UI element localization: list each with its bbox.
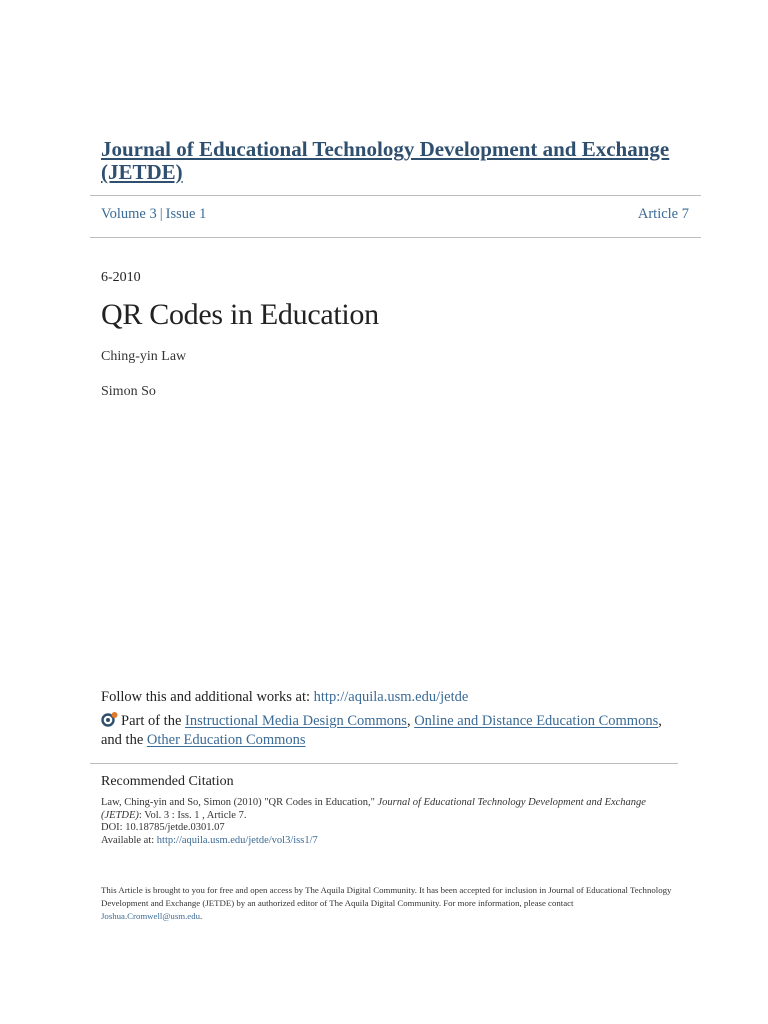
volume-issue-line xyxy=(101,206,206,223)
comma-2: , xyxy=(658,713,662,729)
citation-authors: Law, Ching-yin and So, Simon (2010) "QR Codes in Education," xyxy=(101,797,378,808)
available-label: Available at: xyxy=(101,834,157,846)
divider-middle xyxy=(90,237,701,238)
recommended-citation-heading: Recommended Citation xyxy=(101,774,234,789)
citation-available xyxy=(101,835,681,848)
follow-prefix: Follow this and additional works at: xyxy=(101,689,314,705)
publication-date: 6-2010 xyxy=(101,270,141,285)
comma-1: , xyxy=(406,713,411,729)
journal-title-link[interactable]: Journal of Educational Technology Development and Exchange (JETDE) xyxy=(101,137,670,184)
citation-volume: : Vol. 3 : Iss. 1 , Article 7. xyxy=(138,809,247,821)
citation-block xyxy=(101,797,681,847)
notice-text: This Article is brought to you for free and open access by The Aquila Digital Community. It has been accepted for inclusion in Journal of Educational Technology Development and Exchange (JETDE) by an authorized editor of The Aquila Digital Community. For more information, please contact xyxy=(101,885,672,908)
online-distance-education-commons-link[interactable]: Online and Distance Education Commons xyxy=(414,713,659,729)
issue-separator: | xyxy=(159,206,163,222)
citation-journal-abbrev: (JETDE) xyxy=(101,809,139,821)
contact-email-link[interactable]: Joshua.Cromwell@usm.edu xyxy=(101,911,200,921)
citation-journal: Journal of Educational Technology Development and Exchange xyxy=(377,797,646,808)
divider-top xyxy=(90,195,701,196)
article-number-link[interactable]: Article 7 xyxy=(637,206,689,222)
issue-link[interactable]: Issue 1 xyxy=(165,206,207,222)
part-of-prefix: Part of the xyxy=(121,713,186,729)
notice-end: . xyxy=(200,911,203,921)
and-the-text: and the xyxy=(101,732,147,748)
follow-url-link[interactable]: http://aquila.usm.edu/jetde xyxy=(313,689,469,705)
citation-line-2 xyxy=(101,810,681,823)
available-url-link[interactable]: http://aquila.usm.edu/jetde/vol3/iss1/7 xyxy=(156,834,318,846)
follow-works-line xyxy=(101,689,468,706)
part-of-commons xyxy=(101,711,681,750)
network-icon xyxy=(101,711,119,727)
author-1: Ching-yin Law xyxy=(101,349,187,364)
citation-doi: DOI: 10.18785/jetde.0301.07 xyxy=(101,822,225,833)
instructional-media-design-commons-link[interactable]: Instructional Media Design Commons xyxy=(185,713,407,729)
divider-bottom xyxy=(90,763,678,764)
open-access-notice xyxy=(101,884,681,923)
other-education-commons-link[interactable]: Other Education Commons xyxy=(146,732,306,748)
article-title: QR Codes in Education xyxy=(101,298,379,331)
author-2: Simon So xyxy=(101,384,156,399)
citation-line-1 xyxy=(101,797,681,810)
volume-link[interactable]: Volume 3 xyxy=(101,206,157,222)
